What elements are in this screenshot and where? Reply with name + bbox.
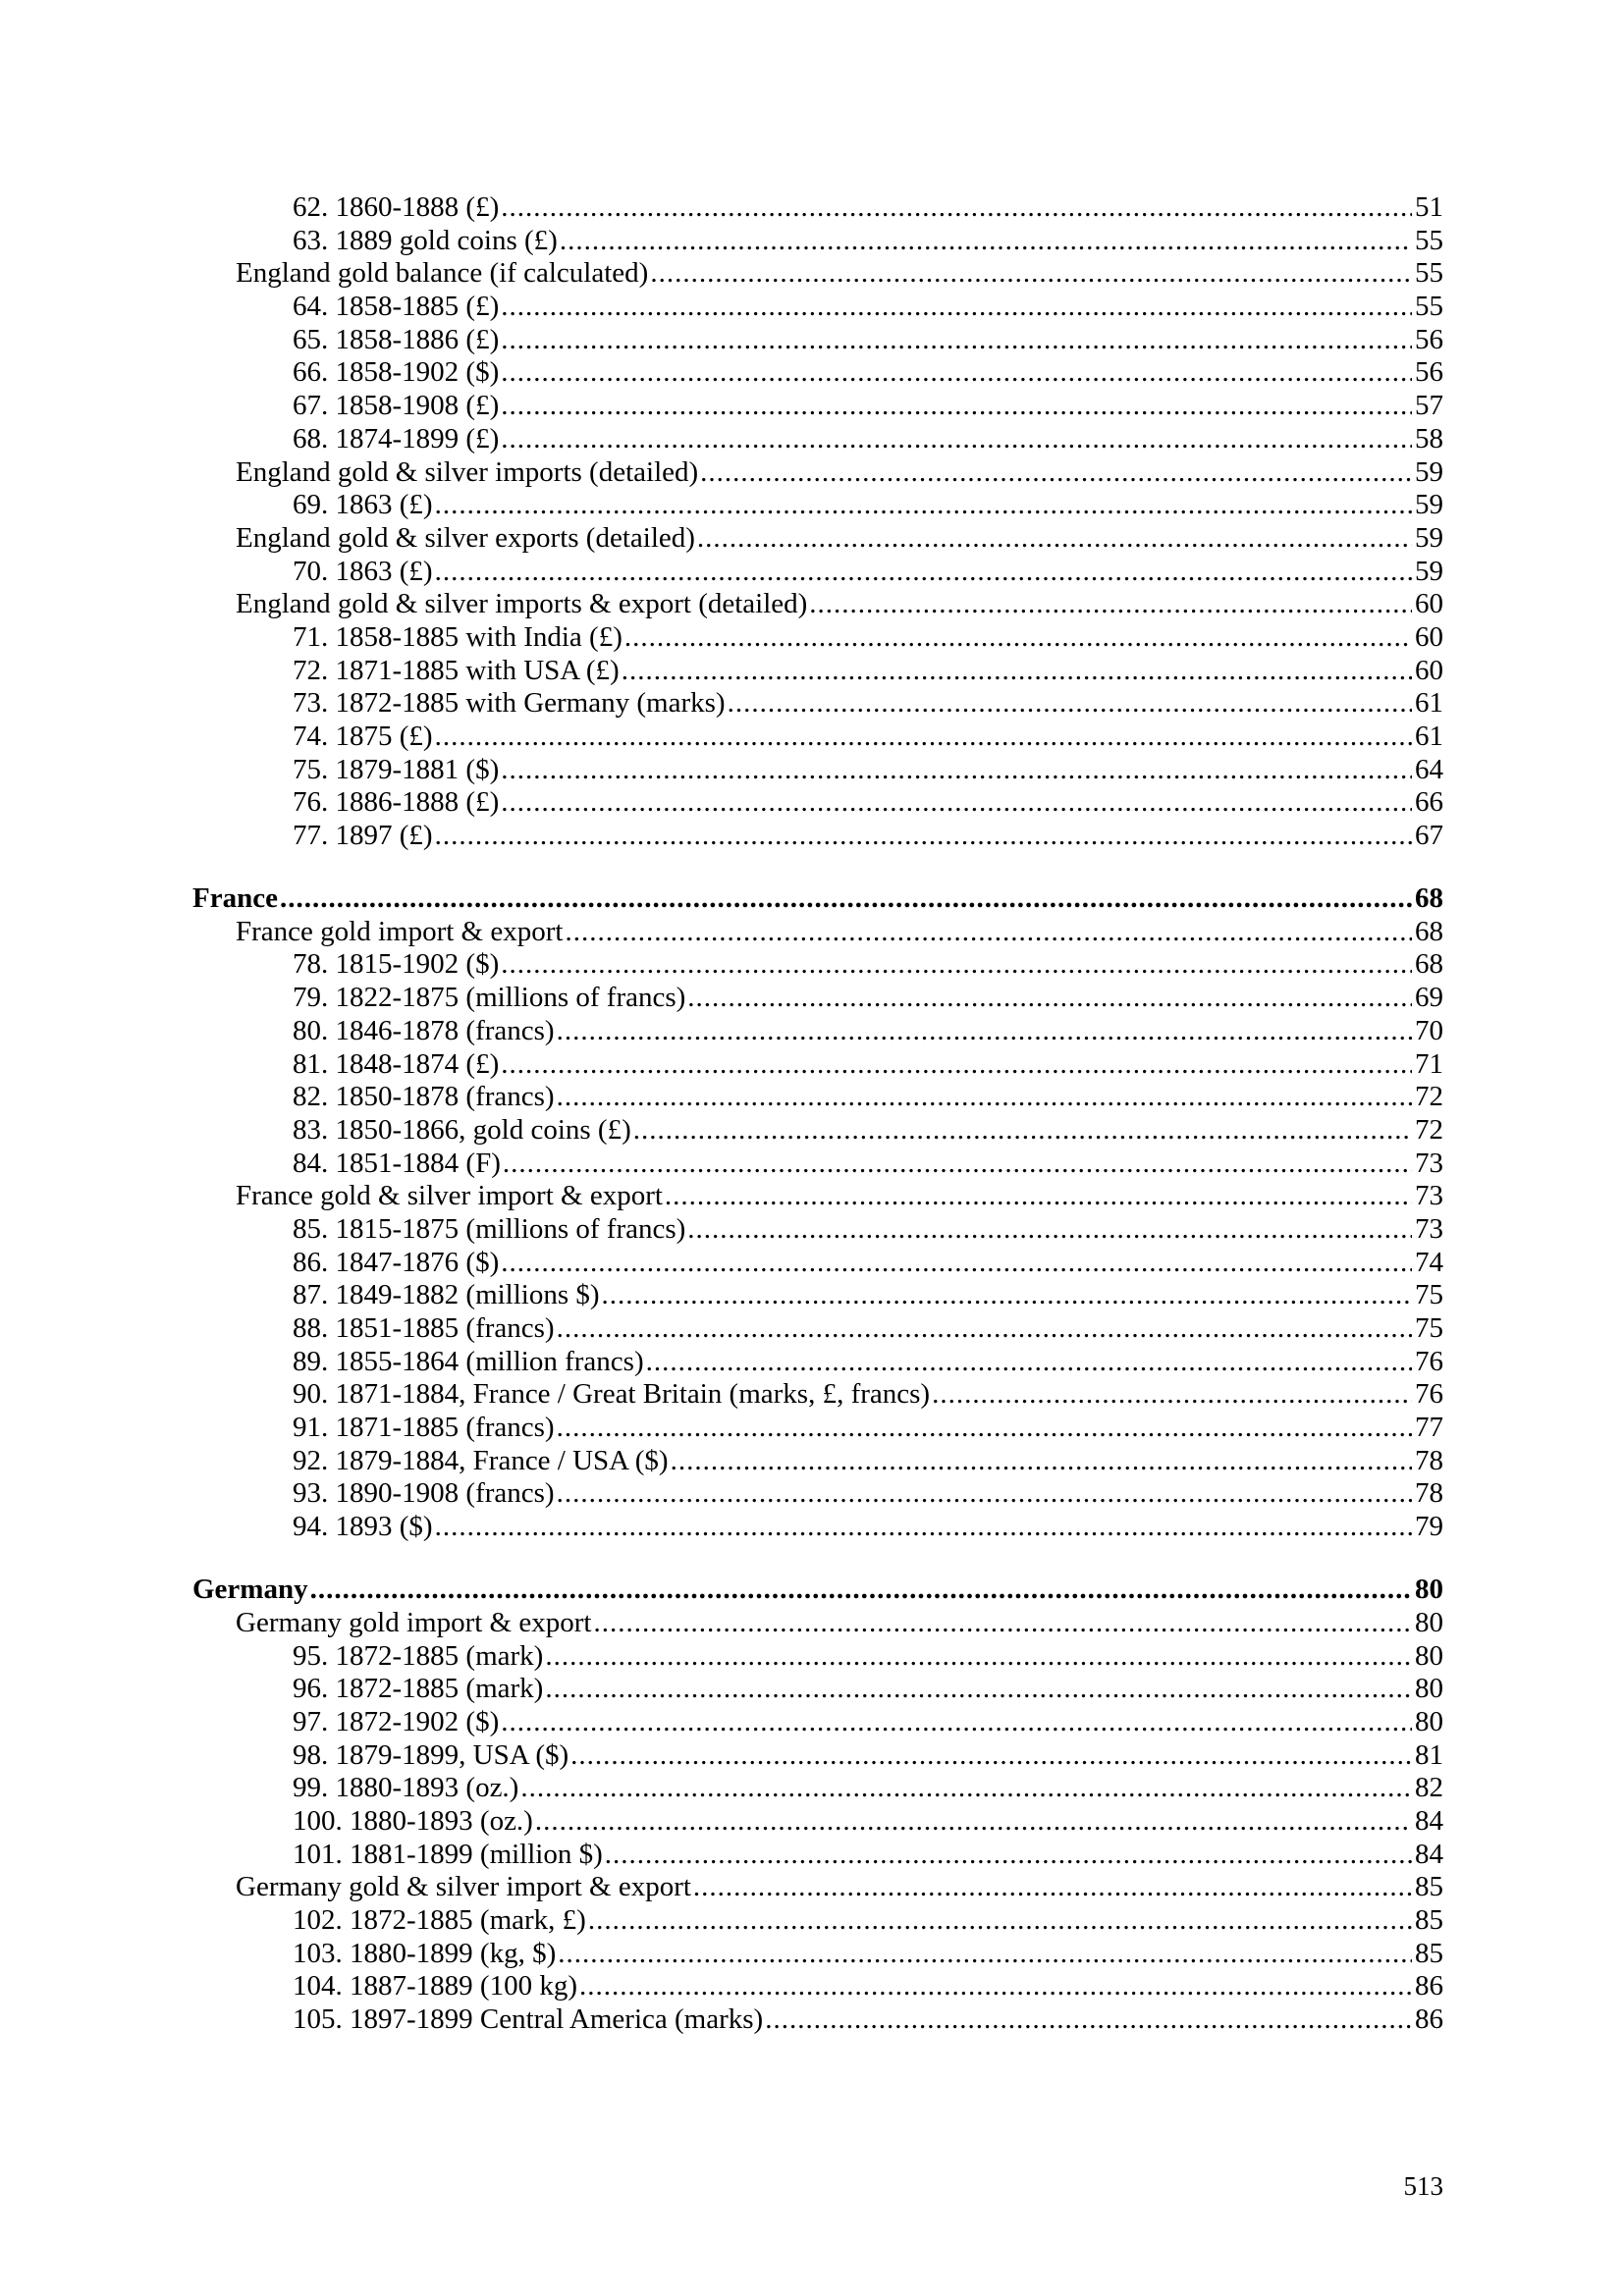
toc-entry-label: 94. 1893 ($): [293, 1511, 433, 1543]
dot-leader: [435, 489, 1412, 522]
dot-leader: [501, 291, 1412, 324]
toc-entry: [192, 1213, 1443, 1247]
toc-entry-label: 85. 1815-1875 (millions of francs): [293, 1212, 686, 1245]
toc-entry-page: 67: [1415, 820, 1443, 852]
toc-subsection-entry: [192, 1871, 1443, 1904]
toc-entry-label: 100. 1880-1893 (oz.): [293, 1804, 533, 1837]
toc-entry: [192, 1378, 1443, 1412]
toc-entry-label: 69. 1863 (£): [293, 489, 433, 521]
toc-entry: [192, 1312, 1443, 1346]
dot-leader: [501, 191, 1412, 225]
toc-entry-label: 87. 1849-1882 (millions $): [293, 1279, 600, 1311]
toc-entry-label: 89. 1855-1864 (million francs): [293, 1345, 644, 1377]
toc-entry-page: 55: [1415, 224, 1443, 256]
toc-entry: [192, 1247, 1443, 1280]
dot-leader: [622, 655, 1412, 688]
toc-entry: [192, 423, 1443, 456]
toc-entry: [192, 2003, 1443, 2037]
dot-leader: [687, 982, 1412, 1015]
toc-entry: [192, 356, 1443, 390]
toc-subsection-entry: [192, 522, 1443, 556]
toc-entry-page: 80: [1415, 1573, 1443, 1605]
toc-entry-page: 76: [1415, 1378, 1443, 1411]
toc-entry: [192, 1938, 1443, 1971]
toc-entry: [192, 1970, 1443, 2003]
toc-entry-label: 80. 1846-1878 (francs): [293, 1014, 555, 1046]
toc-entry-page: 84: [1415, 1838, 1443, 1870]
toc-subsection-entry: [192, 916, 1443, 949]
dot-leader: [809, 588, 1412, 621]
toc-entry-page: 73: [1415, 1147, 1443, 1179]
dot-leader: [280, 881, 1412, 916]
toc-entry-page: 75: [1415, 1279, 1443, 1311]
toc-entry-page: 72: [1415, 1113, 1443, 1146]
toc-entry-page: 59: [1415, 521, 1443, 554]
toc-entry-label: 68. 1874-1899 (£): [293, 422, 500, 454]
toc-entry: [192, 1148, 1443, 1181]
dot-leader: [588, 1904, 1412, 1938]
toc-entry-page: 60: [1415, 620, 1443, 653]
dot-leader: [501, 390, 1412, 423]
toc-entry-page: 80: [1415, 1673, 1443, 1705]
dot-leader: [557, 1081, 1412, 1114]
toc-entry-label: England gold balance (if calculated): [236, 257, 649, 290]
dot-leader: [545, 1673, 1412, 1706]
dot-leader: [579, 1970, 1412, 2003]
toc-entry-label: 67. 1858-1908 (£): [293, 390, 500, 422]
toc-entry: [192, 1772, 1443, 1805]
toc-entry: [192, 687, 1443, 721]
toc-entry-label: 63. 1889 gold coins (£): [293, 224, 558, 256]
dot-leader: [501, 1247, 1412, 1280]
dot-leader: [535, 1805, 1412, 1839]
toc-entry-page: 59: [1415, 489, 1443, 521]
toc-entry-label: 81. 1848-1874 (£): [293, 1047, 500, 1080]
toc-entry-page: 60: [1415, 654, 1443, 686]
toc-entry: [192, 1739, 1443, 1773]
toc-entry-page: 55: [1415, 291, 1443, 323]
toc-subsection-entry: [192, 588, 1443, 621]
toc-entry: [192, 1640, 1443, 1674]
toc-entry: [192, 1015, 1443, 1048]
toc-entry: [192, 621, 1443, 655]
toc-entry-label: 99. 1880-1893 (oz.): [293, 1772, 519, 1804]
toc-entry-page: 58: [1415, 422, 1443, 454]
toc-entry-label: 71. 1858-1885 with India (£): [293, 620, 623, 653]
dot-leader: [650, 257, 1412, 291]
toc-entry: [192, 1511, 1443, 1544]
toc-entry-page: 59: [1415, 555, 1443, 587]
toc-entry: [192, 489, 1443, 522]
dot-leader: [765, 2003, 1412, 2037]
toc-entry-label: 82. 1850-1878 (francs): [293, 1081, 555, 1113]
toc-entry-label: Germany gold & silver import & export: [236, 1871, 691, 1903]
toc-entry-label: 104. 1887-1889 (100 kg): [293, 1970, 577, 2002]
dot-leader: [435, 721, 1412, 754]
toc-entry-label: 90. 1871-1884, France / Great Britain (marks, £, francs): [293, 1378, 931, 1411]
toc-subsection-entry: [192, 1180, 1443, 1213]
toc-entry-label: 101. 1881-1899 (million $): [293, 1838, 603, 1870]
toc-section-heading: [192, 1572, 1443, 1607]
dot-leader: [435, 1511, 1412, 1544]
dot-leader: [605, 1839, 1412, 1872]
toc-entry-page: 80: [1415, 1606, 1443, 1638]
toc-entry-label: Germany gold import & export: [236, 1606, 592, 1638]
toc-entry: [192, 786, 1443, 820]
toc-entry-page: 81: [1415, 1738, 1443, 1771]
toc-entry-label: 98. 1879-1899, USA ($): [293, 1738, 569, 1771]
toc-entry: [192, 1412, 1443, 1445]
toc-entry-page: 70: [1415, 1014, 1443, 1046]
dot-leader: [665, 1180, 1412, 1213]
dot-leader: [565, 916, 1412, 949]
toc-entry-page: 78: [1415, 1444, 1443, 1476]
dot-leader: [728, 687, 1412, 721]
toc-entry-label: 102. 1872-1885 (mark, £): [293, 1904, 586, 1936]
toc-entry-page: 80: [1415, 1639, 1443, 1672]
toc-entry-label: 79. 1822-1875 (millions of francs): [293, 982, 686, 1014]
toc-entry-label: 88. 1851-1885 (francs): [293, 1312, 555, 1344]
toc-entry-page: 61: [1415, 687, 1443, 720]
toc-entry-page: 75: [1415, 1312, 1443, 1344]
dot-leader: [501, 423, 1412, 456]
dot-leader: [503, 1148, 1412, 1181]
toc-entry-page: 86: [1415, 2003, 1443, 2036]
toc-entry: [192, 191, 1443, 225]
dot-leader: [558, 1938, 1412, 1971]
toc-entry-label: 103. 1880-1899 (kg, $): [293, 1937, 557, 1969]
toc-entry-page: 85: [1415, 1937, 1443, 1969]
dot-leader: [560, 225, 1412, 258]
toc-entry-page: 73: [1415, 1180, 1443, 1212]
toc-entry-page: 71: [1415, 1047, 1443, 1080]
toc-entry-page: 66: [1415, 786, 1443, 819]
dot-leader: [687, 1213, 1412, 1247]
toc-entry-page: 72: [1415, 1081, 1443, 1113]
toc-entry-label: 66. 1858-1902 ($): [293, 356, 500, 389]
toc-entry: [192, 754, 1443, 787]
toc-entry-page: 86: [1415, 1970, 1443, 2002]
toc-entry-label: 74. 1875 (£): [293, 721, 433, 752]
page-number: 513: [1403, 2171, 1443, 2201]
toc-subsection-entry: [192, 257, 1443, 291]
toc-entry-label: France gold import & export: [236, 915, 564, 947]
toc-entry: [192, 1114, 1443, 1148]
toc-entry-page: 68: [1415, 915, 1443, 947]
toc-entry: [192, 1839, 1443, 1872]
dot-leader: [310, 1572, 1412, 1607]
toc-entry-label: 105. 1897-1899 Central America (marks): [293, 2003, 764, 2036]
toc-entry-page: 82: [1415, 1772, 1443, 1804]
toc-section-heading: [192, 881, 1443, 916]
toc-entry-page: 56: [1415, 323, 1443, 355]
toc-entry-label: 64. 1858-1885 (£): [293, 291, 500, 323]
toc-entry: [192, 291, 1443, 324]
toc-entry: [192, 225, 1443, 258]
toc-entry-page: 76: [1415, 1345, 1443, 1377]
toc-entry: [192, 1445, 1443, 1478]
toc-entry-label: England gold & silver imports & export (detailed): [236, 588, 808, 620]
toc-entry-label: 91. 1871-1885 (francs): [293, 1412, 555, 1444]
toc-entry-page: 55: [1415, 257, 1443, 290]
toc-entry-label: 75. 1879-1881 ($): [293, 753, 500, 785]
toc-entry-page: 77: [1415, 1412, 1443, 1444]
toc-subsection-entry: [192, 456, 1443, 490]
dot-leader: [501, 1048, 1412, 1082]
toc-entry: [192, 721, 1443, 754]
dot-leader: [545, 1640, 1412, 1674]
toc-entry-page: 80: [1415, 1705, 1443, 1737]
toc-entry: [192, 556, 1443, 589]
toc-entry-page: 60: [1415, 588, 1443, 620]
toc-entry: [192, 1706, 1443, 1739]
toc-entry-label: 78. 1815-1902 ($): [293, 948, 500, 981]
toc-entry-label: 83. 1850-1866, gold coins (£): [293, 1113, 631, 1146]
toc-entry: [192, 324, 1443, 357]
toc-entry-label: 84. 1851-1884 (F): [293, 1147, 501, 1179]
toc-entry-label: France gold & silver import & export: [236, 1180, 663, 1212]
toc-entry-label: 70. 1863 (£): [293, 555, 433, 587]
toc-entry-page: 85: [1415, 1904, 1443, 1936]
dot-leader: [557, 1312, 1412, 1346]
toc-entry-page: 59: [1415, 455, 1443, 488]
toc-entry-label: 97. 1872-1902 ($): [293, 1705, 500, 1737]
toc-entry-label: 92. 1879-1884, France / USA ($): [293, 1444, 669, 1476]
dot-leader: [520, 1772, 1412, 1805]
toc-entry-label: England gold & silver imports (detailed): [236, 455, 699, 488]
toc-entry: [192, 1346, 1443, 1379]
dot-leader: [932, 1378, 1412, 1412]
toc-entry-label: 95. 1872-1885 (mark): [293, 1639, 544, 1672]
dot-leader: [593, 1607, 1412, 1640]
toc-entry-label: 65. 1858-1886 (£): [293, 323, 500, 355]
dot-leader: [697, 522, 1412, 556]
dot-leader: [501, 948, 1412, 982]
toc-entry: [192, 1673, 1443, 1706]
dot-leader: [700, 456, 1412, 490]
toc-entry-label: 93. 1890-1908 (francs): [293, 1477, 555, 1510]
toc-entry-page: 68: [1415, 881, 1443, 914]
toc-entry: [192, 655, 1443, 688]
dot-leader: [501, 324, 1412, 357]
toc-entry-page: 84: [1415, 1804, 1443, 1837]
toc-entry-label: Germany: [192, 1573, 308, 1605]
toc-entry-label: 86. 1847-1876 ($): [293, 1246, 500, 1278]
toc-entry-page: 56: [1415, 356, 1443, 389]
toc-entry: [192, 1048, 1443, 1082]
toc-entry: [192, 390, 1443, 423]
toc-entry-label: England gold & silver exports (detailed): [236, 521, 695, 554]
toc-entry-page: 68: [1415, 948, 1443, 981]
toc-entry-page: 73: [1415, 1212, 1443, 1245]
toc-entry-page: 57: [1415, 390, 1443, 422]
dot-leader: [557, 1477, 1412, 1511]
toc-entry-label: 72. 1871-1885 with USA (£): [293, 654, 620, 686]
dot-leader: [435, 556, 1412, 589]
table-of-contents: [192, 191, 1443, 2037]
toc-entry-page: 79: [1415, 1511, 1443, 1543]
toc-entry-page: 85: [1415, 1871, 1443, 1903]
dot-leader: [557, 1015, 1412, 1048]
toc-entry-label: 96. 1872-1885 (mark): [293, 1673, 544, 1705]
toc-entry-label: France: [192, 881, 278, 914]
toc-entry-page: 51: [1415, 191, 1443, 223]
toc-entry-label: 76. 1886-1888 (£): [293, 786, 500, 819]
toc-entry-page: 69: [1415, 982, 1443, 1014]
toc-entry: [192, 948, 1443, 982]
toc-entry-page: 61: [1415, 721, 1443, 752]
toc-entry: [192, 1279, 1443, 1312]
toc-entry: [192, 1081, 1443, 1114]
dot-leader: [646, 1346, 1412, 1379]
dot-leader: [501, 356, 1412, 390]
dot-leader: [693, 1871, 1412, 1904]
dot-leader: [671, 1445, 1412, 1478]
dot-leader: [501, 1706, 1412, 1739]
toc-entry: [192, 820, 1443, 853]
toc-entry-label: 73. 1872-1885 with Germany (marks): [293, 687, 726, 720]
toc-subsection-entry: [192, 1607, 1443, 1640]
dot-leader: [501, 786, 1412, 820]
toc-entry: [192, 982, 1443, 1015]
dot-leader: [435, 820, 1412, 853]
toc-entry-label: 62. 1860-1888 (£): [293, 191, 500, 223]
toc-entry-page: 74: [1415, 1246, 1443, 1278]
dot-leader: [557, 1412, 1412, 1445]
toc-entry-label: 77. 1897 (£): [293, 820, 433, 852]
dot-leader: [633, 1114, 1412, 1148]
dot-leader: [501, 754, 1412, 787]
toc-entry: [192, 1904, 1443, 1938]
toc-entry-page: 78: [1415, 1477, 1443, 1510]
toc-entry: [192, 1805, 1443, 1839]
toc-entry-page: 64: [1415, 753, 1443, 785]
dot-leader: [624, 621, 1412, 655]
dot-leader: [570, 1739, 1412, 1773]
dot-leader: [602, 1279, 1412, 1312]
toc-entry: [192, 1477, 1443, 1511]
